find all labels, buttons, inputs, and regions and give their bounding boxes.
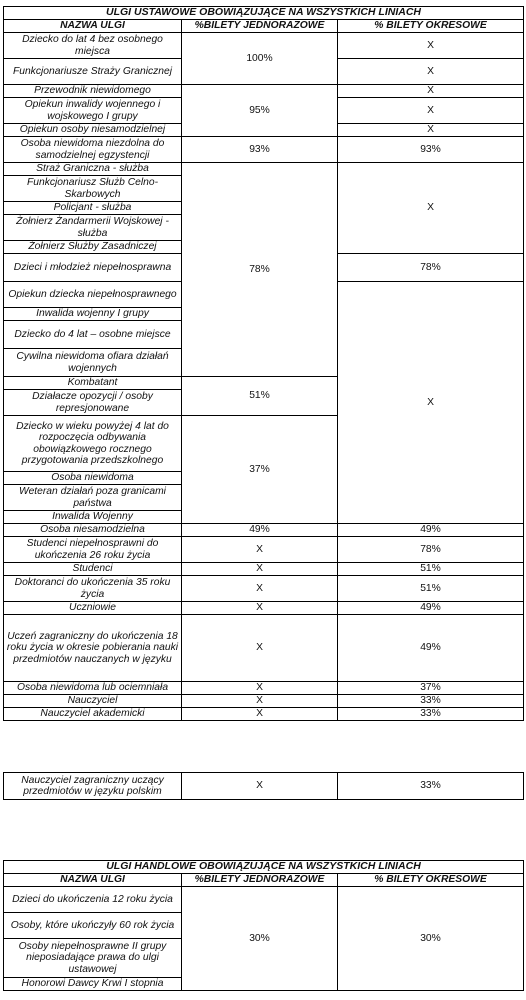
- commercial-discounts-table: [3, 860, 524, 991]
- discount-name: Żołnierz Żandarmerii Wojskowej - służba: [4, 215, 182, 241]
- periodic-ticket-value: 49%: [338, 524, 524, 537]
- single-ticket-percent: 37%: [182, 416, 338, 524]
- single-ticket-percent: 95%: [182, 85, 338, 137]
- discount-name: Honorowi Dawcy Krwi I stopnia: [4, 978, 182, 991]
- header-single-tickets: %BILETY JEDNORAZOWE: [182, 874, 338, 887]
- single-ticket-percent: 100%: [182, 33, 338, 85]
- single-ticket-percent: 49%: [182, 524, 338, 537]
- commercial-table-title: ULGI HANDLOWE OBOWIĄZUJĄCE NA WSZYSTKICH LINIACH: [4, 861, 524, 874]
- discount-name: Funkcjonariusz Służb Celno-Skarbowych: [4, 176, 182, 202]
- periodic-ticket-percent: 30%: [338, 887, 524, 991]
- periodic-ticket-value: 33%: [338, 695, 524, 708]
- discount-name: Osoby niepełnosprawne II grupy nieposiadające prawa do ulgi ustawowej: [4, 939, 182, 978]
- statutory-discounts-table: [3, 6, 524, 721]
- discount-name: Nauczyciel zagraniczny uczący przedmiotów w języku polskim: [4, 773, 182, 800]
- discount-name: Policjant - służba: [4, 202, 182, 215]
- single-ticket-value: X: [182, 695, 338, 708]
- discount-name: Dzieci do ukończenia 12 roku życia: [4, 887, 182, 913]
- periodic-ticket-value: 33%: [338, 773, 524, 800]
- periodic-ticket-value: X: [338, 98, 524, 124]
- single-ticket-value: X: [182, 773, 338, 800]
- foreign-teacher-table: [3, 772, 524, 800]
- discount-name: Straż Graniczna - służba: [4, 163, 182, 176]
- discount-name: Inwalida Wojenny: [4, 511, 182, 524]
- discount-name: Nauczyciel akademicki: [4, 708, 182, 721]
- discount-name: Doktoranci do ukończenia 35 roku życia: [4, 576, 182, 602]
- periodic-ticket-value: 33%: [338, 708, 524, 721]
- single-ticket-percent: 51%: [182, 377, 338, 416]
- periodic-ticket-value: X: [338, 124, 524, 137]
- single-ticket-percent: 78%: [182, 163, 338, 377]
- discount-name: Dziecko do lat 4 bez osobnego miejsca: [4, 33, 182, 59]
- discount-name: Funkcjonariusze Straży Granicznej: [4, 59, 182, 85]
- discount-name: Inwalida wojenny I grupy: [4, 308, 182, 321]
- periodic-ticket-value: X: [338, 33, 524, 59]
- discount-name: Uczniowie: [4, 602, 182, 615]
- discount-name: Opiekun inwalidy wojennego i wojskowego I grupy: [4, 98, 182, 124]
- single-ticket-value: X: [182, 576, 338, 602]
- header-periodic-tickets: % BILETY OKRESOWE: [338, 874, 524, 887]
- discount-name: Dziecko w wieku powyżej 4 lat do rozpoczęcia odbywania obowiązkowego rocznego przygotowania przedszkolnego: [4, 416, 182, 472]
- header-discount-name: NAZWA ULGI: [4, 874, 182, 887]
- periodic-ticket-value: 78%: [338, 254, 524, 282]
- discount-name: Cywilna niewidoma ofiara działań wojennych: [4, 349, 182, 377]
- periodic-ticket-value: 49%: [338, 602, 524, 615]
- discount-name: Osoba niewidoma niezdolna do samodzielnej egzystencji: [4, 137, 182, 163]
- discount-name: Osoby, które ukończyły 60 rok życia: [4, 913, 182, 939]
- discount-name: Osoba niewidoma: [4, 472, 182, 485]
- single-ticket-value: X: [182, 682, 338, 695]
- single-ticket-value: X: [182, 708, 338, 721]
- periodic-ticket-value: X: [338, 59, 524, 85]
- discount-name: Opiekun osoby niesamodzielnej: [4, 124, 182, 137]
- discount-name: Dzieci i młodzież niepełnosprawna: [4, 254, 182, 282]
- discount-name: Osoba niesamodzielna: [4, 524, 182, 537]
- periodic-ticket-value: 49%: [338, 615, 524, 682]
- discount-name: Uczeń zagraniczny do ukończenia 18 roku życia w okresie pobierania nauki przedmiotów nauczanych w języku: [4, 615, 182, 682]
- periodic-ticket-value: X: [338, 163, 524, 254]
- single-ticket-value: X: [182, 537, 338, 563]
- statutory-table-title: ULGI USTAWOWE OBOWIĄZUJĄCE NA WSZYSTKICH LINIACH: [4, 7, 524, 20]
- discount-name: Weteran działań poza granicami państwa: [4, 485, 182, 511]
- discount-name: Opiekun dziecka niepełnosprawnego: [4, 282, 182, 308]
- discount-name: Przewodnik niewidomego: [4, 85, 182, 98]
- discount-name: Dziecko do 4 lat – osobne miejsce: [4, 321, 182, 349]
- periodic-ticket-value: X: [338, 85, 524, 98]
- discount-name: Osoba niewidoma lub ociemniała: [4, 682, 182, 695]
- periodic-ticket-value: 78%: [338, 537, 524, 563]
- single-ticket-percent: 93%: [182, 137, 338, 163]
- discount-name: Studenci niepełnosprawni do ukończenia 26 roku życia: [4, 537, 182, 563]
- single-ticket-value: X: [182, 602, 338, 615]
- periodic-ticket-value: 51%: [338, 576, 524, 602]
- discount-name: Żołnierz Służby Zasadniczej: [4, 241, 182, 254]
- single-ticket-percent: 30%: [182, 887, 338, 991]
- periodic-ticket-value: 51%: [338, 563, 524, 576]
- periodic-ticket-value: 93%: [338, 137, 524, 163]
- periodic-ticket-value: 37%: [338, 682, 524, 695]
- periodic-ticket-value: X: [338, 282, 524, 524]
- single-ticket-value: X: [182, 563, 338, 576]
- header-discount-name: NAZWA ULGI: [4, 20, 182, 33]
- single-ticket-value: X: [182, 615, 338, 682]
- discount-name: Kombatant: [4, 377, 182, 390]
- discount-name: Działacze opozycji / osoby represjonowane: [4, 390, 182, 416]
- header-single-tickets: %BILETY JEDNORAZOWE: [182, 20, 338, 33]
- discount-name: Studenci: [4, 563, 182, 576]
- discount-name: Nauczyciel: [4, 695, 182, 708]
- header-periodic-tickets: % BILETY OKRESOWE: [338, 20, 524, 33]
